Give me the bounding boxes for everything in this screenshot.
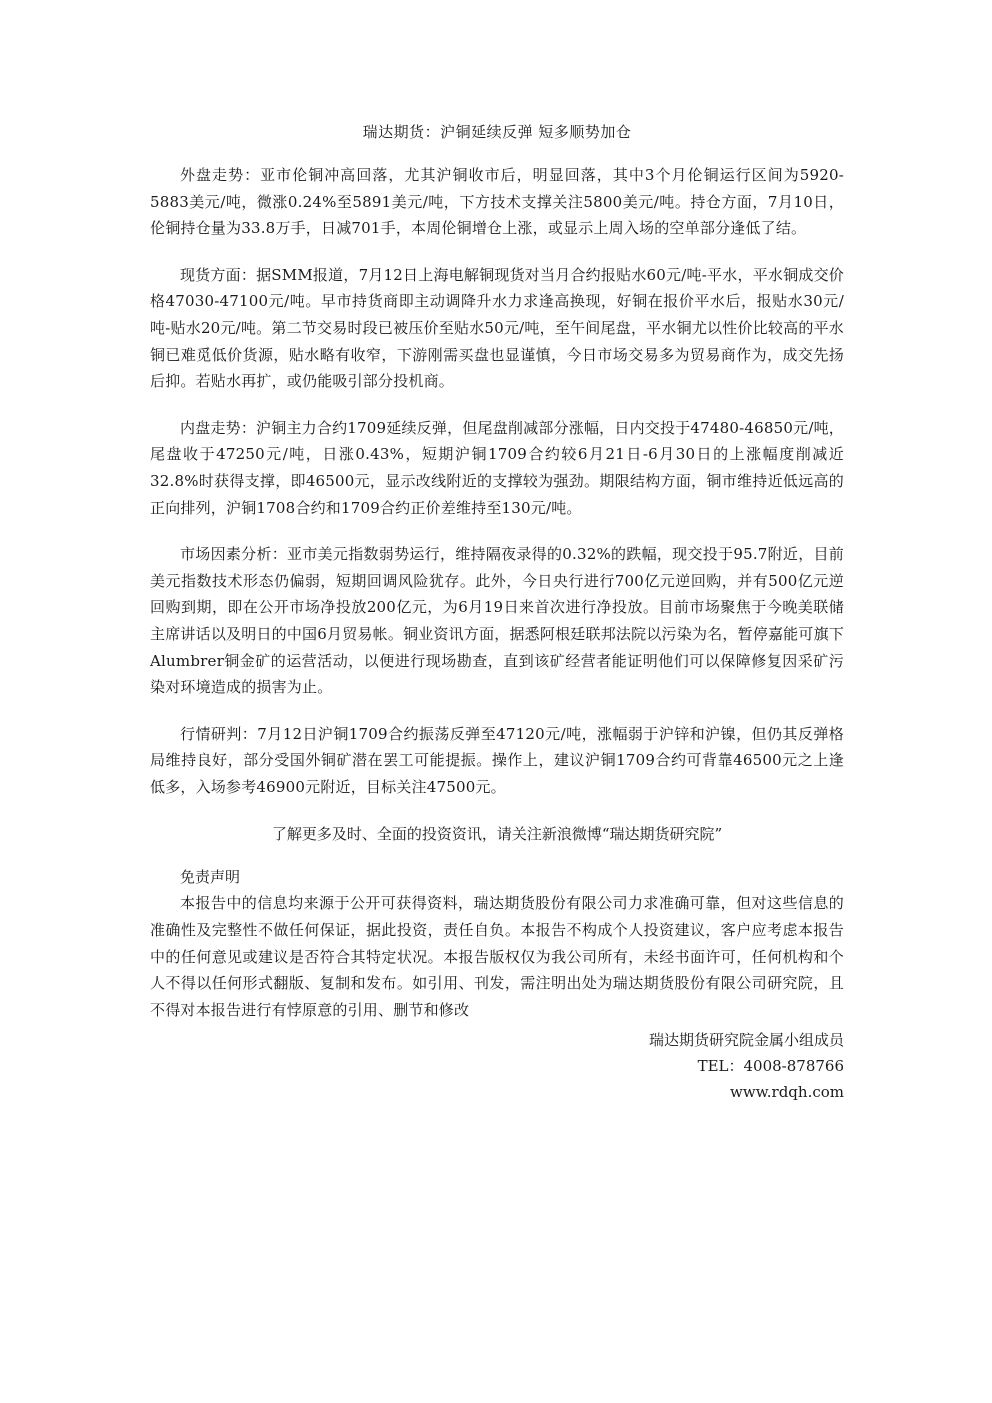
disclaimer-title: 免责声明	[180, 868, 241, 887]
paragraph-market-factors: 市场因素分析：亚市美元指数弱势运行，维持隔夜录得的0.32%的跌幅，现交投于95.7附近，目前美元指数技术形态仍偏弱，短期回调风险犹存。此外，今日央行进行700亿元逆回购，并有500亿元逆回购到期，即在公开市场净投放200亿元，为6月19日来首次进行净投放。目前市场聚焦于今晚美联储主席讲话以及明日的中国6月贸易帐。铜业资讯方面，据悉阿根廷联邦法院以污染为名，暂停嘉能可旗下Alumbrer铜金矿的运营活动，以便进行现场勘查，直到该矿经营者能证明他们可以保障修复因采矿污染对环境造成的损害为止。	[150, 545, 844, 697]
disclaimer-body: 本报告中的信息均来源于公开可获得资料，瑞达期货股份有限公司力求准确可靠，但对这些信息的准确性及完整性不做任何保证，据此投资，责任自负。本报告不构成个人投资建议，客户应考虑本报告中的任何意见或建议是否符合其特定状况。本报告版权仅为我公司所有，未经书面许可，任何机构和个人不得以任何形式翻版、复制和发布。如引用、刊发，需注明出处为瑞达期货股份有限公司研究院，且不得对本报告进行有悖原意的引用、删节和修改	[150, 894, 844, 1019]
paragraph-overseas-market: 外盘走势：亚市伦铜冲高回落，尤其沪铜收市后，明显回落，其中3个月伦铜运行区间为5920-5883美元/吨，微涨0.24%至5891美元/吨，下方技术支撑关注5800美元/吨。持仓方面，7月10日，伦铜持仓量为33.8万手，日减701手，本周伦铜增仓上涨，或显示上周入场的空单部分逢低了结。	[150, 166, 844, 238]
website: www.rdqh.com	[730, 1083, 844, 1102]
document-page	[150, 118, 844, 1105]
weibo-follow-line: 了解更多及时、全面的投资资讯，请关注新浪微博“瑞达期货研究院”	[271, 825, 723, 844]
paragraph-outlook: 行情研判：7月12日沪铜1709合约振荡反弹至47120元/吨，涨幅弱于沪锌和沪镍，但仍其反弹格局维持良好，部分受国外铜矿潜在罢工可能提振。操作上，建议沪铜1709合约可背靠46500元之上逢低多，入场参考46900元附近，目标关注47500元。	[150, 724, 844, 796]
signature: 瑞达期货研究院金属小组成员	[648, 1031, 844, 1050]
paragraph-spot-market: 现货方面：据SMM报道，7月12日上海电解铜现货对当月合约报贴水60元/吨-平水，平水铜成交价格47030-47100元/吨。早市持货商即主动调降升水力求逢高换现，好铜在报价平水后，报贴水30元/吨-贴水20元/吨。第二节交易时段已被压价至贴水50元/吨，至午间尾盘，平水铜尤以性价比较高的平水铜已难觅低价货源，贴水略有收窄，下游刚需买盘也显谨慎，今日市场交易多为贸易商作为，成交先扬后抑。若贴水再扩，或仍能吸引部分投机商。	[150, 265, 844, 391]
document-title: 瑞达期货：沪铜延续反弹 短多顺势加仓	[362, 123, 632, 141]
telephone: TEL：4008-878766	[697, 1057, 844, 1076]
paragraph-domestic-market: 内盘走势：沪铜主力合约1709延续反弹，但尾盘削减部分涨幅，日内交投于47480-46850元/吨，尾盘收于47250元/吨，日涨0.43%，短期沪铜1709合约较6月21日-6月30日的上涨幅度削减近32.8%时获得支撑，即46500元，显示改线附近的支撑较为强劲。期限结构方面，铜市维持近低远高的正向排列，沪铜1708合约和1709合约正价差维持至130元/吨。	[150, 418, 844, 517]
